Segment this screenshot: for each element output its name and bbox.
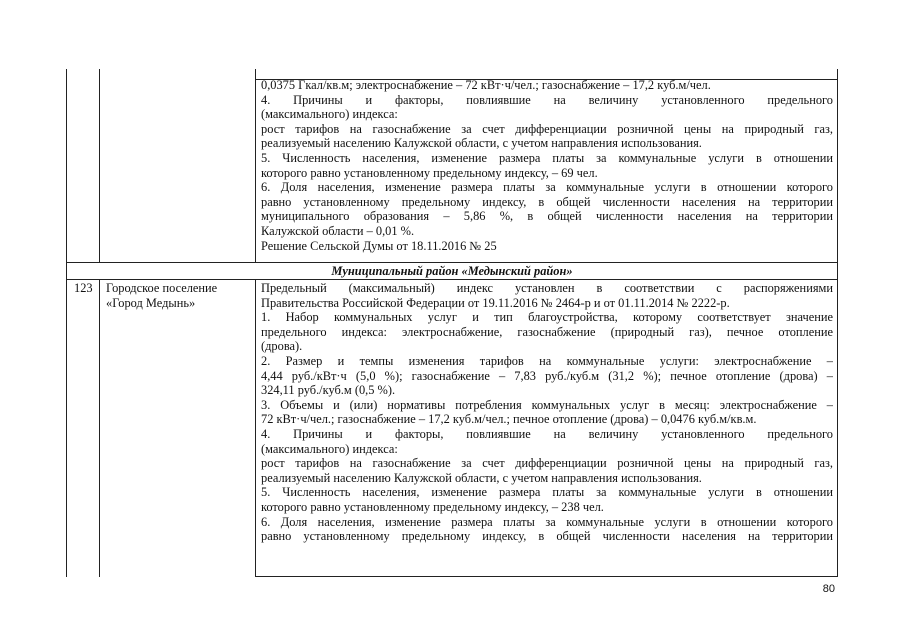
text-line: 0,0375 Гкал/кв.м; электроснабжение – 72 кВт·ч/чел.; газоснабжение – 17,2 куб.м/чел. bbox=[261, 78, 711, 92]
data-table bbox=[66, 69, 838, 577]
text-line: (максимального) индекса: bbox=[261, 441, 398, 456]
text-line: 4,44 руб./кВт·ч (5,0 %); газоснабжение – 7,83 руб./куб.м (31,2 %); печное отопление (дрова) – bbox=[261, 368, 833, 383]
text-line: реализуемый населению Калужской области, с учетом направления использования. bbox=[261, 136, 702, 151]
text-line: 1. Набор коммунальных услуг и тип благоустройства, которому соответствует значение bbox=[261, 310, 833, 325]
text-line: (максимального) индекса: bbox=[261, 107, 398, 122]
row-separator-top bbox=[66, 262, 838, 263]
row-cell-text bbox=[261, 281, 833, 544]
text-line: 5. Численность населения, изменение размера платы за коммунальные услуги в отношении bbox=[261, 150, 833, 165]
page-number: 80 bbox=[822, 583, 835, 595]
section-header: Муниципальный район «Медынский район» bbox=[331, 264, 573, 278]
settlement-name bbox=[106, 281, 252, 310]
text-line: (дрова). bbox=[261, 339, 303, 354]
text-line: рост тарифов на газоснабжение за счет дифференциации розничной цены на природный газ, bbox=[261, 456, 833, 471]
text-line: 72 кВт·ч/чел.; газоснабжение – 17,2 куб.м/чел.; печное отопление (дрова) – 0,0476 куб.м/кв.м. bbox=[261, 412, 757, 427]
text-line: Правительства Российской Федерации от 19.11.2016 № 2464-р и от 01.11.2014 № 2222-р. bbox=[261, 295, 730, 310]
text-line: 4. Причины и факторы, повлиявшие на величину установленного предельного bbox=[261, 426, 833, 441]
text-line: Предельный (максимальный) индекс установлен в соответствии с распоряжениями bbox=[261, 281, 833, 295]
settlement-name-line: «Город Медынь» bbox=[106, 295, 196, 310]
text-line: равно установленному предельному индексу, в общей численности населения на территории bbox=[261, 529, 833, 544]
col-separator-2-bottom bbox=[255, 279, 256, 577]
text-line: реализуемый населению Калужской области, с учетом направления использования. bbox=[261, 470, 702, 485]
settlement-name-line: Городское поселение bbox=[106, 281, 218, 295]
row-number: 123 bbox=[74, 281, 93, 295]
text-line: 3. Объемы и (или) нормативы потребления коммунальных услуг в месяц: электроснабжение – bbox=[261, 397, 833, 412]
text-line: 2. Размер и темпы изменения тарифов на коммунальные услуги: электроснабжение – bbox=[261, 353, 833, 368]
text-line: Решение Сельской Думы от 18.11.2016 № 25 bbox=[261, 238, 497, 253]
table-border-left bbox=[66, 69, 67, 577]
text-line: которого равно установленному предельному индексу, – 238 чел. bbox=[261, 499, 604, 514]
col-separator-1-bottom bbox=[99, 279, 100, 577]
text-line: 6. Доля населения, изменение размера платы за коммунальные услуги в отношении которого bbox=[261, 514, 833, 529]
text-line: равно установленному предельному индексу, в общей численности населения на территории bbox=[261, 194, 833, 209]
text-line: 5. Численность населения, изменение размера платы за коммунальные услуги в отношении bbox=[261, 485, 833, 500]
text-line: 324,11 руб./куб.м (0,5 %). bbox=[261, 383, 396, 398]
table-border-right bbox=[837, 69, 838, 577]
text-line: муниципального образования – 5,86 %, в общей численности населения на территории bbox=[261, 209, 833, 224]
text-line: 6. Доля населения, изменение размера платы за коммунальные услуги в отношении которого bbox=[261, 180, 833, 195]
text-line: 4. Причины и факторы, повлиявшие на величину установленного предельного bbox=[261, 92, 833, 107]
text-line: предельного индекса: электроснабжение, газоснабжение (природный газ), печное отопление bbox=[261, 324, 833, 339]
text-line: Калужской области – 0,01 %. bbox=[261, 223, 415, 238]
col-separator-1-top bbox=[99, 69, 100, 262]
table-border-bottom bbox=[255, 576, 838, 577]
top-cell-text bbox=[261, 78, 833, 253]
text-line: рост тарифов на газоснабжение за счет дифференциации розничной цены на природный газ, bbox=[261, 121, 833, 136]
col-separator-2-top bbox=[255, 69, 256, 262]
text-line: которого равно установленному предельному индексу, – 69 чел. bbox=[261, 165, 598, 180]
row-separator-section bbox=[66, 279, 838, 280]
